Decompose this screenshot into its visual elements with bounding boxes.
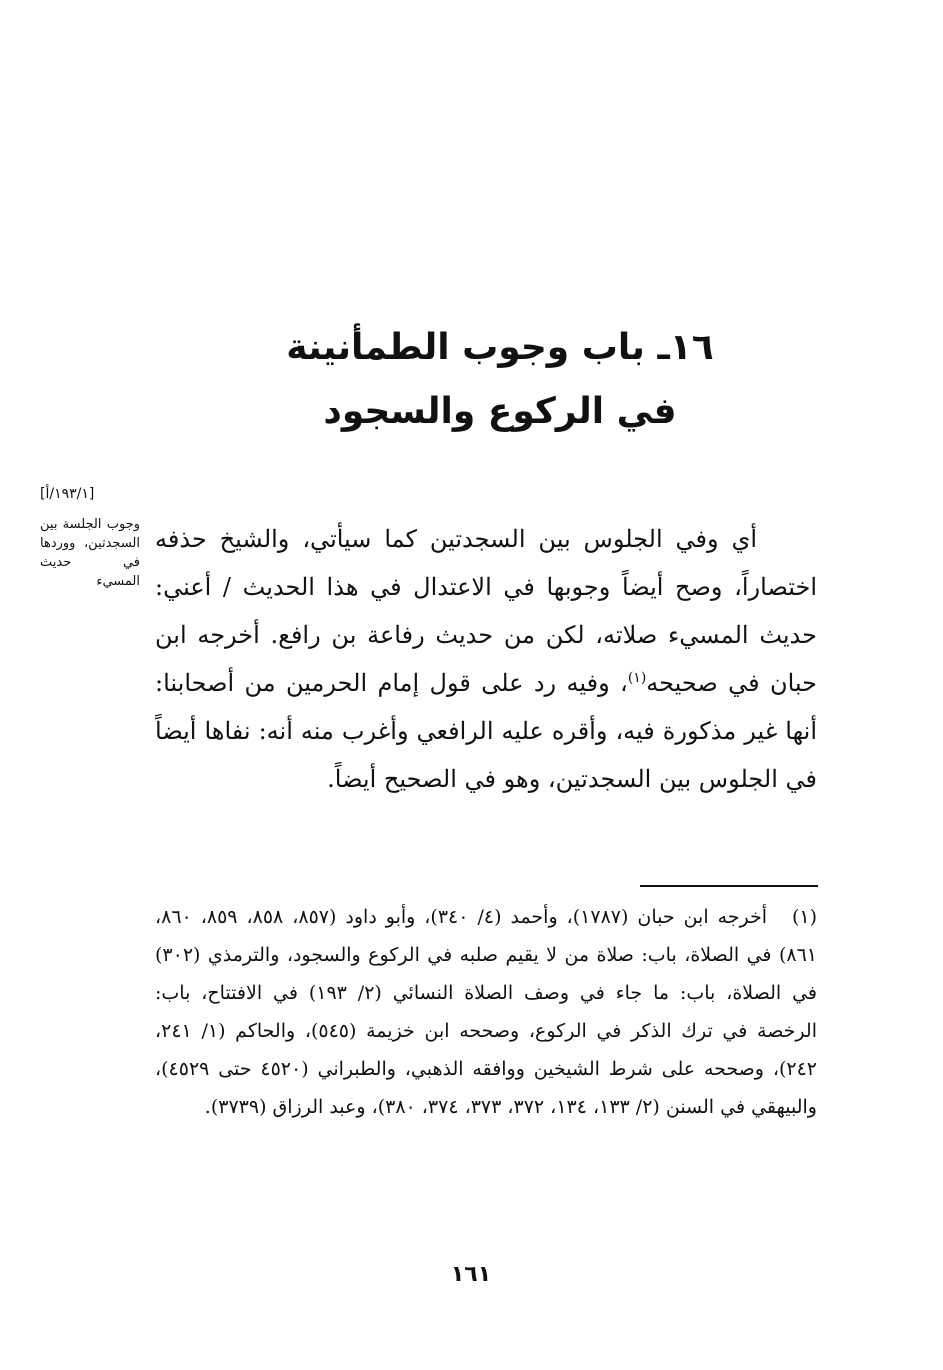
footnote bbox=[155, 898, 817, 1126]
chapter-subtitle: في الركوع والسجود bbox=[323, 391, 677, 432]
footnote-reference: (١) bbox=[627, 670, 647, 686]
chapter-title: ١٦ـ باب وجوب الطمأنينة bbox=[286, 327, 714, 368]
footnote-marker: (١) bbox=[791, 906, 818, 928]
footnote-separator bbox=[640, 885, 818, 887]
footnote-text: أخرجه ابن حبان (١٧٨٧)، وأحمد (٤/ ٣٤٠)، وأبو داود (٨٥٧، ٨٥٨، ٨٥٩، ٨٦٠، ٨٦١) في الصلاة، باب: صلاة من لا يقيم صلبه في الركوع والسجود، والترمذي (٣٠٢) في الصلاة، باب: ما جاء في وصف الصلاة النسائي (٢/ ١٩٣) في الافتتاح، باب: الرخصة في ترك الذكر في الركوع، وصححه ابن خزيمة (٥٤٥)، والحاكم (١/ ٢٤١، ٢٤٢)، وصححه على شرط الشيخين ووافقه الذهبي، والطبراني (٤٥٢٠ حتى ٤٥٢٩)، والبيهقي في السنن (٢/ ١٣٣، ١٣٤، ٣٧٢، ٣٧٣، ٣٧٤، ٣٨٠)، وعبد الرزاق (٣٧٣٩). bbox=[155, 906, 817, 1118]
main-text bbox=[155, 515, 817, 803]
manuscript-folio-reference: [١٩٣/١/أ] bbox=[40, 486, 95, 502]
body-text: أي وفي الجلوس بين السجدتين كما سيأتي، والشيخ حذفه اختصاراً، وصح أيضاً وجوبها في الاعتدال في هذا الحديث / أعني: حديث المسيء صلاته، لكن من حديث رفاعة بن رافع. أخرجه ابن حبان في صحيحه bbox=[155, 525, 817, 697]
margin-note: وجوب الجلسة بين السجدتين، ووردها في حديث المسيء bbox=[40, 517, 140, 589]
page-number: ١٦١ bbox=[450, 1262, 492, 1287]
body-paragraph bbox=[155, 515, 817, 803]
body-text-continued: ، وفيه رد على قول إمام الحرمين من أصحابنا: أنها غير مذكورة فيه، وأقره عليه الرافعي وأغرب منه أنه: نفاها أيضاً في الجلوس بين السجدتين، وهو في الصحيح أيضاً. bbox=[155, 669, 817, 793]
